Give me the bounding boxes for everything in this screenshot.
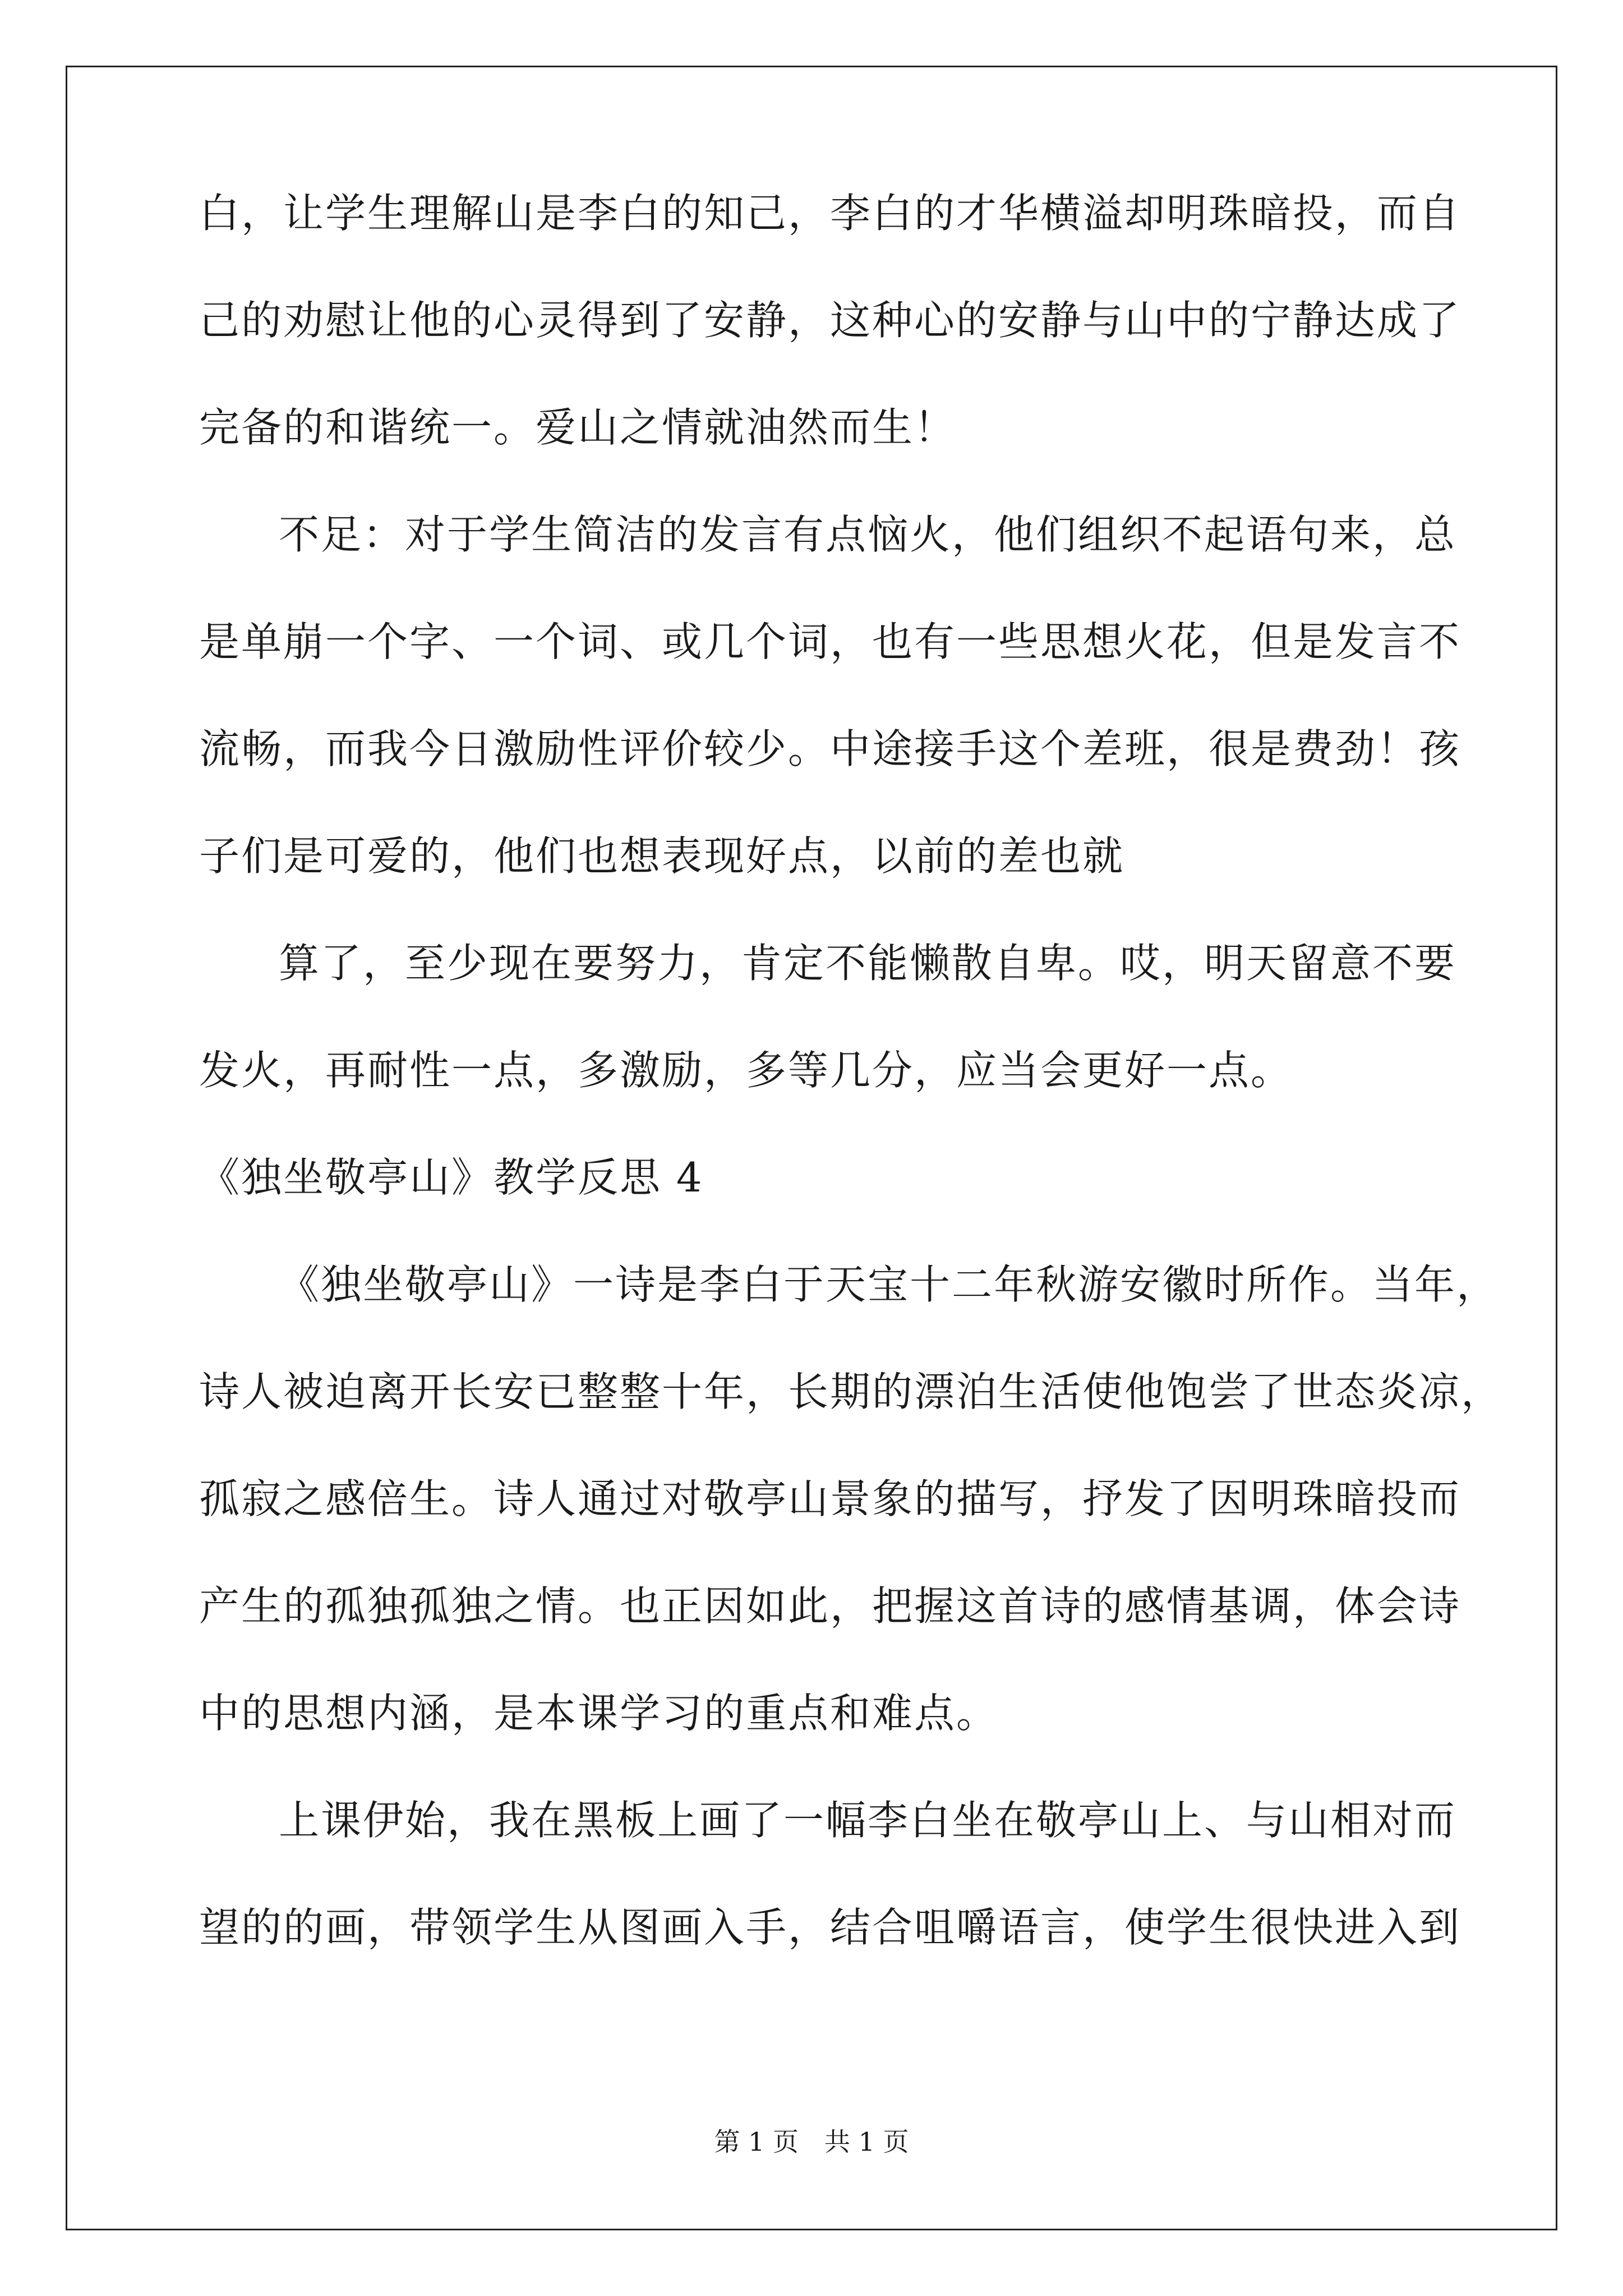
paragraph-line-16: 上课伊始，我在黑板上画了一幅李白坐在敬亭山上、与山相对而 <box>279 1797 1457 1844</box>
paragraph-line-8: 算了，至少现在要努力，肯定不能懒散自卑。哎，明天留意不要 <box>279 940 1457 987</box>
section-heading: 《独坐敬亭山》教学反思 4 <box>199 1154 704 1201</box>
paragraph-line-17: 望的的画，带领学生从图画入手，结合咀嚼语言，使学生很快进入到 <box>199 1904 1461 1951</box>
paragraph-line-15: 中的思想内涵，是本课学习的重点和难点。 <box>199 1690 999 1737</box>
paragraph-line-4: 不足：对于学生简洁的发言有点恼火，他们组织不起语句来，总 <box>279 511 1457 558</box>
page-footer: 第 1 页 共 1 页 <box>714 2127 909 2157</box>
paragraph-line-1: 白，让学生理解山是李白的知己，李白的才华横溢却明珠暗投，而自 <box>199 190 1461 237</box>
paragraph-line-5: 是单崩一个字、一个词、或几个词，也有一些思想火花，但是发言不 <box>199 618 1461 665</box>
paragraph-line-9: 发火，再耐性一点，多激励，多等几分，应当会更好一点。 <box>199 1047 1293 1094</box>
paragraph-line-13: 孤寂之感倍生。诗人通过对敬亭山景象的描写，抒发了因明珠暗投而 <box>199 1475 1461 1522</box>
paragraph-line-3: 完备的和谐统一。爱山之情就油然而生！ <box>199 404 957 451</box>
paragraph-line-2: 己的劝慰让他的心灵得到了安静，这种心的安静与山中的宁静达成了 <box>199 297 1461 344</box>
paragraph-line-14: 产生的孤独孤独之情。也正因如此，把握这首诗的感情基调，体会诗 <box>199 1582 1461 1630</box>
paragraph-line-7: 子们是可爱的，他们也想表现好点，以前的差也就 <box>199 832 1125 880</box>
paragraph-line-12: 诗人被迫离开长安已整整十年，长期的漂泊生活使他饱尝了世态炎凉， <box>199 1368 1504 1415</box>
paragraph-line-11: 《独坐敬亭山》一诗是李白于天宝十二年秋游安徽时所作。当年， <box>279 1261 1499 1308</box>
paragraph-line-6: 流畅，而我今日激励性评价较少。中途接手这个差班，很是费劲！孩 <box>199 725 1461 772</box>
